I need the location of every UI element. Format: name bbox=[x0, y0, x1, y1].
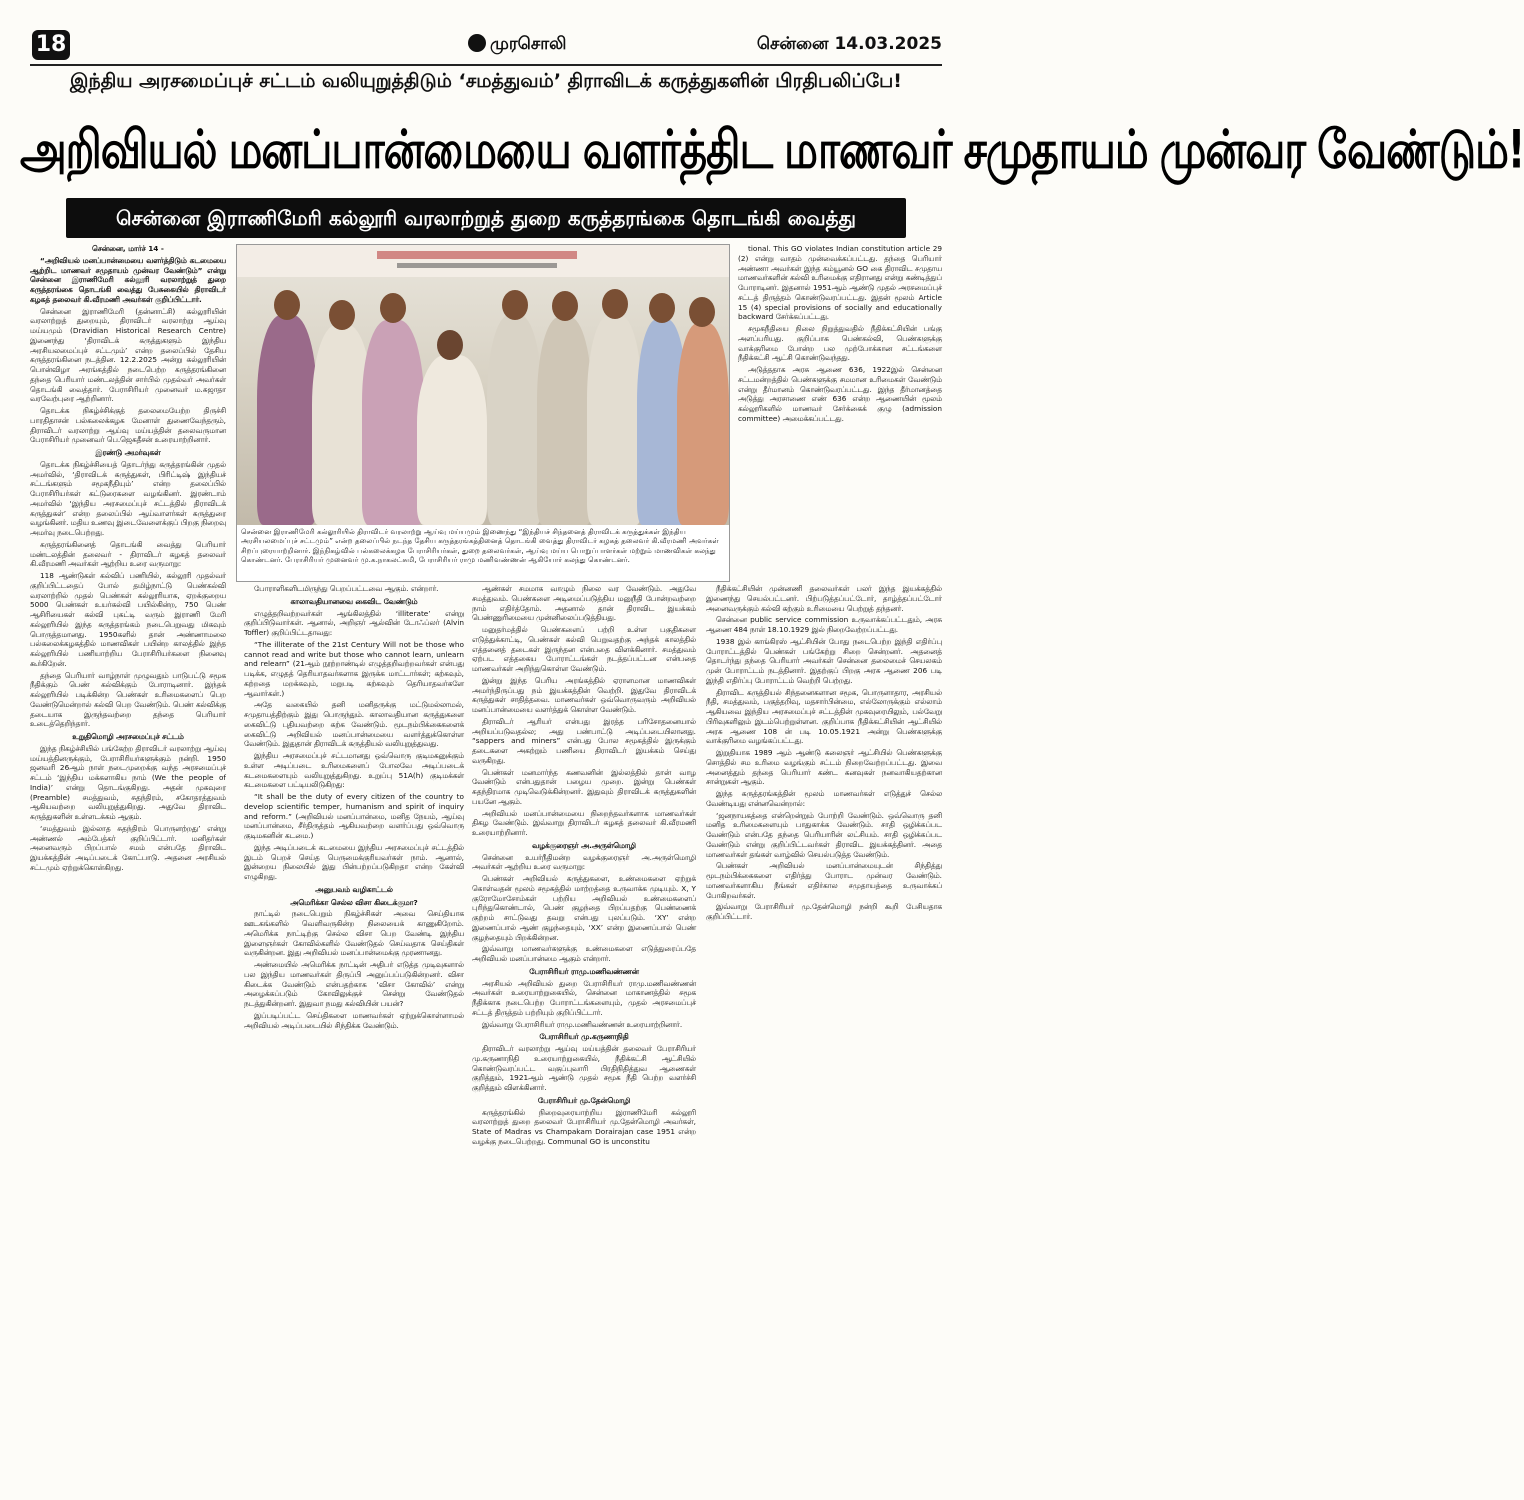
paragraph: பெண்கள் மனமார்ந்த கணவனின் இல்லத்தில் தான் வாழ வேண்டும் என்பதுதான் பழைய முறை. இன்று பெண்கள் சுதந்திரமாக முடிவெடுக்கின்றனர். இதுவும் திராவிடக் கருத்துகளின் பயனே ஆகும். bbox=[472, 767, 696, 806]
person-6-head bbox=[552, 291, 578, 321]
paragraph: போராளிகளிடமிருந்து பெறப்பட்டவை ஆகும். என்றார். bbox=[254, 584, 439, 593]
paragraph: அடுத்ததாக அரசு ஆணை 636, 1922இல் சென்னை சட்டமன்றத்தில் பெண்களுக்கு சமமான உரிமைகள் வேண்டும் என்று தீர்மானம் கொண்டுவரப்பட்டது. இந்த தீர்மானத்தை அடுத்து அரசாணை எண் 636 என்ற ஆணையின் மூலம் கல்லூரிகளில் மாணவர் சேர்க்கைக் குழு (admission committee) அமைக்கப்பட்டது. bbox=[738, 365, 942, 423]
paragraph: சமூகநீதியை நிலை நிறுத்துவதில் நீதிக்கட்சியின் பங்கு அளப்பரியது. குறிப்பாக பெண்கல்வி, பெண்களுக்கு வாக்குரிமை போன்ற பல முற்போக்கான சட்டங்களை நீதிக்கட்சி ஆட்சி கொண்டுவந்தது. bbox=[738, 324, 942, 363]
person-3 bbox=[362, 320, 424, 525]
column-3 bbox=[472, 584, 696, 1474]
intro-paragraph: “அறிவியல் மனப்பான்மையை வளர்த்திடும் கடமையை ஆற்றிட மாணவர் சமுதாயம் முன்வர வேண்டும்” என்று சென்னை இராணிமேரி கல்லூரி வரலாற்றுத் துறை கருத்தரங்கை தொடங்கி வைத்து பேசுகையில் திராவிடர் கழகத் தலைவர் கி.வீரமணி அவர்கள் குறிப்பிட்டார். bbox=[30, 255, 226, 304]
paragraph: இறுதியாக 1989 ஆம் ஆண்டு கலைஞர் ஆட்சியில் பெண்களுக்கு சொத்தில் சம உரிமை வழங்கும் சட்டம் நிறைவேற்றப்பட்டது. இவை அனைத்தும் தந்தை பெரியார் கண்ட கனவுகள் நனவாகியதற்கான சான்றுகள் ஆகும். bbox=[706, 748, 942, 787]
person-5 bbox=[487, 315, 542, 525]
page-header bbox=[30, 28, 942, 66]
paragraph: இப்படிப்பட்ட செய்திகளை மாணவர்கள் ஏற்றுக்கொள்ளாமல் அறிவியல் அடிப்படையில் சிந்திக்க வேண்டும். bbox=[244, 1010, 464, 1030]
page-number: 18 bbox=[32, 30, 70, 60]
paragraph: கருத்தரங்கில் நிறைவுரையாற்றிய இராணிமேரி கல்லூரி வரலாற்றுத் துறை தலைவர் பேராசிரியர் மு.தேன்மொழி அவர்கள், State of Madras vs Champakam Dorairajan case 1951 என்ற வழக்கு நடைபெற்றது. Communal GO is unconstitu bbox=[472, 1107, 696, 1146]
kicker-headline: இந்திய அரசமைப்புச் சட்டம் வலியுறுத்திடும் ‘சமத்துவம்’ திராவிடக் கருத்துகளின் பிரதிபலிப்பே! bbox=[70, 70, 902, 92]
subheading: அமெரிக்கா செல்ல விசா கிடைக்குமா? bbox=[290, 897, 418, 907]
lead-dateline: சென்னை, மார்ச் 14 - bbox=[92, 244, 164, 253]
paragraph: அரசியல் அறிவியல் துறை பேராசிரியர் ராமு.மணிவண்ணன் அவர்கள் உரையாற்றுகையில், சென்னை மாகாணத்தில் சமூக நீதிக்காக நடைபெற்ற போராட்டங்களையும், முதல் அரசமைப்புச் சட்டத் திருத்தம் பற்றியும் குறிப்பிட்டார். bbox=[472, 978, 696, 1017]
paragraph: நாட்டில் நடைபெறும் நிகழ்ச்சிகள் அவை செய்தியாக ஊடகங்களில் வெளிவருகின்ற நிலையைக் காணுகிறோம். அமெரிக்க நாட்டிற்கு செல்ல விசா பெற வேண்டி இந்திய இளைஞர்கள் கோவில்களில் வேண்டுதல் செய்வதாக செய்திகள் வருகின்றன. இது அறிவியல் மனப்பான்மைக்கு முரணானது. bbox=[244, 909, 464, 958]
paragraph: tional. This GO violates Indian constitution article 29 (2) என்று வாதம் முன்வைக்கப்பட்டது. தந்தை பெரியார் அண்ணா அவர்கள் இந்த கம்யூனல் GO கை திராவிட சமுதாய மாணவர்களின் கல்வி உரிமைக்கு எதிரானது என்று கண்டித்துப் போராடினர். இதனால் 1951ஆம் ஆண்டு முதல் அரசமைப்புச் சட்டத் திருத்தம் கொண்டுவரப்பட்டது. இதன் மூலம் Article 15 (4) special provisions of socially and educationally backward சேர்க்கப்பட்டது. bbox=[738, 244, 942, 322]
quote: “The illiterate of the 21st Century Will not be those who cannot read and write but those who cannot learn, unlearn and relearn” (21ஆம் நூற்றாண்டில் எழுத்தறிவற்றவர்கள் என்பது படிக்க, எழுதத் தெரியாதவர்களாக இருக்க மாட்டார்கள்; கற்கவும், கற்றதை மறக்கவும், மறுபடி கற்கவும் தெரியாதவர்களே ஆவார்கள்.) bbox=[244, 639, 464, 698]
person-1-head bbox=[274, 290, 300, 320]
subheading: காலாவதியானவை கைவிட வேண்டும் bbox=[290, 596, 418, 606]
subheading: உறுதிமொழி அரசமைப்புச் சட்டம் bbox=[72, 732, 184, 741]
paragraph: தொடக்க நிகழ்ச்சியைத் தொடர்ந்து கருத்தரங்கின் முதல் அமர்வில், ‘திராவிடக் கருத்துகள், பிரிட்டிஷ் இந்தியச் சட்டங்களும் சமூகநீதியும்’ என்ற தலைப்பில் பேராசிரியர்கள் கட்டுரைகளை வழங்கினர். இரண்டாம் அமர்வில் ‘இந்திய அரசமைப்புச் சட்டத்தில் திராவிடக் கருத்துகள்’ என்ற தலைப்பில் ஆய்வாளர்கள் கருத்துரை வழங்கினர். மதிய உணவு இடைவேளைக்குப் பிறகு நிறைவு அமர்வு நடைபெற்றது. bbox=[30, 459, 226, 537]
column-2 bbox=[244, 584, 464, 1474]
paragraph: இவ்வாறு பேராசிரியர் மு.தேன்மொழி நன்றி கூறி பேசியதாக குறிப்பிட்டார். bbox=[706, 902, 942, 921]
person-7-head bbox=[602, 289, 628, 319]
event-photo bbox=[236, 244, 730, 582]
person-5-head bbox=[502, 290, 528, 320]
person-2-head bbox=[329, 300, 355, 330]
paragraph: கருத்தரங்கினைத் தொடங்கி வைத்து பெரியார் மண்டலத்தின் தலைவர் - திராவிடர் கழகத் தலைவர் கி.வீரமணி அவர்கள் ஆற்றிய உரை வருமாறு: bbox=[30, 539, 226, 569]
person-8-head bbox=[649, 293, 675, 323]
paragraph: திராவிட கருத்தியல் சிந்தனைகளான சமூக, பொருளாதார, அரசியல் நீதி, சமத்துவம், பகுத்தறிவு, மதசார்பின்மை, எல்லோருக்கும் எல்லாம் ஆகியவை இந்திய அரசமைப்புச் சட்டத்தின் முகவுரையிலும், பல்வேறு பிரிவுகளிலும் இடம்பெற்றுள்ளன. குறிப்பாக நீதிக்கட்சியின் ஆட்சியில் அரசு ஆணை 108 ன் படி 10.05.1921 அன்று பெண்களுக்கு வாக்குரிமை வழங்கப்பட்டது. bbox=[706, 687, 942, 746]
paragraph: அதே வகையில் தனி மனிதருக்கு மட்டுமல்லாமல், சமுதாயத்திற்கும் இது பொருந்தும். காலாவதியான கருத்துகளை கைவிட்டு புதியவற்றை கற்க வேண்டும். மூடநம்பிக்கைகளைக் கைவிட்டு அறிவியல் மனப்பான்மையை வளர்த்துக்கொள்ள வேண்டும். இதுதான் திராவிடக் கருத்தியல் வலியுறுத்துவது. bbox=[244, 700, 464, 749]
paragraph: சென்னை உயர்நீதிமன்ற வழக்குரைஞர் அ.அருள்மொழி அவர்கள் ஆற்றிய உரை வருமாறு: bbox=[472, 852, 696, 872]
person-1 bbox=[257, 315, 317, 525]
paragraph: திராவிடர் வரலாற்று ஆய்வு மய்யத்தின் தலைவர் பேராசிரியர் மு.கருணாநிதி உரையாற்றுகையில், நீதிக்கட்சி ஆட்சியில் கொண்டுவரப்பட்ட வகுப்புவாரி பிரதிநிதித்துவ ஆணைகள் குறித்தும், 1921ஆம் ஆண்டு முதல் சமூக நீதி பெற்ற வளர்ச்சி குறித்தும் விளக்கினார். bbox=[472, 1044, 696, 1092]
paragraph: இவ்வாறு மாணவர்களுக்கு உண்மைகளை எடுத்துரைப்பதே அறிவியல் மனப்பான்மை ஆகும் என்றார். bbox=[472, 944, 696, 963]
paragraph: திராவிடர் ஆரியர் என்பது இரத்த பரிசோதனையால் அறியப்படுவதல்ல; அது பண்பாட்டு அடிப்படையிலானது. “sappers and miners” என்பது போல சமூகத்தில் இருக்கும் தடைகளை அகற்றும் பணியை திராவிடர் இயக்கம் செய்து வருகிறது. bbox=[472, 716, 696, 765]
column-4 bbox=[706, 584, 942, 1474]
person-4 bbox=[417, 355, 487, 525]
paragraph: பெண்கள் அறிவியல் கருத்துகளை, உண்மைகளை ஏற்றுக் கொள்வதன் மூலம் சமூகத்தில் மாற்றத்தை உருவாக்க முடியும். X, Y குரோமோசோம்கள் பற்றிய அறிவியல் உண்மைகளைப் புரிந்துகொண்டால், பெண் குழந்தை பிறப்பதற்கு பெண்ணைக் குற்றம் சாட்டுவது தவறு என்பது புலப்படும். ‘XY’ என்ற இணைப்பால் ஆண் குழந்தையும், ‘XX’ என்ற இணைப்பால் பெண் குழந்தையும் பிறக்கின்றன. bbox=[472, 874, 696, 942]
paragraph: மனுதர்மத்தில் பெண்களைப் பற்றி உள்ள பகுதிகளை எடுத்துக்காட்டி, பெண்கள் கல்வி பெறுவதற்கு அந்தக் காலத்தில் எத்தனைத் தடைகள் இருந்தன என்பதை விளக்கினார். சமத்துவம் ஏற்பட எத்தகைய போராட்டங்கள் நடத்தப்பட்டன என்பதை மாணவர்கள் அறிந்துகொள்ள வேண்டும். bbox=[472, 625, 696, 673]
dateline: சென்னை 14.03.2025 bbox=[756, 34, 942, 54]
paragraph: அறிவியல் மனப்பான்மையை நிறைந்தவர்களாக மாணவர்கள் திகழ வேண்டும். இவ்வாறு திராவிடர் கழகத் தலைவர் கி.வீரமணி உரையாற்றினார். bbox=[472, 808, 696, 837]
paragraph: ‘சமத்துவம் இல்லாத சுதந்திரம் பொருளற்றது’ என்று அண்ணல் அம்பேத்கர் குறிப்பிட்டார். மனிதர்கள் அனைவரும் பிறப்பால் சமம் என்பதே திராவிட இயக்கத்தின் அடிப்படைக் கோட்பாடு. அதனை அரசியல் சட்டமும் ஏற்றுக்கொள்கிறது. bbox=[30, 823, 226, 872]
main-headline: அறிவியல் மனப்பான்மையை வளர்த்திட மாணவர் சமுதாயம் முன்வர வேண்டும்! bbox=[20, 118, 1524, 180]
masthead-title: முரசொலி bbox=[490, 34, 567, 54]
subheading: பேராசிரியர் ராமு.மணிவண்ணன் bbox=[529, 966, 639, 976]
sub-headline: சென்னை இராணிமேரி கல்லூரி வரலாற்றுத் துறை கருத்தரங்கை தொடங்கி வைத்து bbox=[66, 198, 906, 238]
paragraph: எழுத்தறிவற்றவர்கள் ஆங்கிலத்தில் ‘illiterate’ என்று குறிப்பிடுவார்கள். ஆனால், அறிஞர் ஆல்வின் டோஃப்லர் (Alvin Toffler) குறிப்பிட்டதாவது: bbox=[244, 608, 464, 637]
person-6 bbox=[537, 317, 592, 525]
paragraph: தந்தை பெரியார் வாழ்நாள் முழுவதும் பாடுபட்டு சமூக நீதிக்கும் பெண் கல்விக்கும் போராடினார். இந்தக் கல்லூரியில் படிக்கின்ற பெண்கள் உரிமைகளைப் பெற வேண்டுமென்றால் கல்வி பெற வேண்டும். பெண் கல்விக்கு தடையாக இருந்தவற்றை தந்தை பெரியார் உடைத்தெறிந்தார். bbox=[30, 670, 226, 729]
person-3-head bbox=[380, 293, 406, 323]
paragraph: இந்த கருத்தரங்கத்தின் மூலம் மாணவர்கள் எடுத்துச் செல்ல வேண்டியது என்னவென்றால்: bbox=[706, 789, 942, 808]
paragraph: சென்னை public service commission உருவாக்கப்பட்டதும், அரசு ஆணை 484 நாள் 18.10.1929 இல் நிறைவேற்றப்பட்டது. bbox=[706, 615, 942, 634]
column-4-top bbox=[738, 244, 942, 580]
subheading: இரண்டு அமர்வுகள் bbox=[95, 448, 161, 457]
paragraph: இந்திய அரசமைப்புச் சட்டமானது ஒவ்வொரு குடிமகனுக்கும் உள்ள அடிப்படை உரிமைகளைப் போலவே அடிப்படைக் கடமைகளையும் வலியுறுத்துகிறது. உறுப்பு 51A(h) குடிமக்கள் கடமைகளை பட்டியலிடுகிறது: bbox=[244, 751, 464, 790]
paragraph: இந்த நிகழ்ச்சியில் பங்கேற்ற திராவிடர் வரலாற்று ஆய்வு மய்யத்தினருக்கும், பேராசிரியர்களுக்கும் நன்றி. 1950 ஜனவரி 26ஆம் நாள் நடைமுறைக்கு வந்த அரசமைப்புச் சட்டம் ‘இந்திய மக்களாகிய நாம் (We the people of India)’ என்று தொடங்குகிறது. அதன் முகவுரை (Preamble) சமத்துவம், சுதந்திரம், சகோதரத்துவம் ஆகியவற்றை வலியுறுத்துகிறது. அதுவே திராவிட கருத்துகளின் உள்ளடக்கம் ஆகும். bbox=[30, 743, 226, 821]
column-1 bbox=[30, 244, 226, 1474]
person-4-head bbox=[437, 330, 463, 360]
subheading: பேராசிரியர் மு.தேன்மொழி bbox=[537, 1095, 631, 1105]
person-9 bbox=[677, 323, 729, 525]
masthead bbox=[468, 34, 567, 56]
paragraph: ஆண்கள் சமமாக வாழும் நிலை வர வேண்டும். அதுவே சமத்துவம். பெண்களை அடிமைப்படுத்திய மனுநீதி போன்றவற்றை நாம் எதிர்த்தோம். அதனால் தான் திராவிட இயக்கம் பெண்ணுரிமையை முன்னிலைப்படுத்தியது. bbox=[472, 584, 696, 623]
photo-caption: சென்னை இராணிமேரி கல்லூரியில் திராவிடர் வரலாற்று ஆய்வு மய்யமும் இணைந்து “இந்தியச் சிந்தனைத் திராவிடக் கருத்துக்கள் இந்திய அரசியலமைப்புச் சட்டமும்” என்ற தலைப்பில் நடந்த தேசிய கருத்தரங்கத்தினைத் தொடங்கி வைத்து திராவிடர் கழகத் தலைவர் கி.வீரமணி அவர்கள் சிறப்புரையாற்றினார். இந்நிகழ்வில் பல்கலைக்கழக பேராசிரியர்கள், துறை தலைவர்கள், ஆய்வு மய்ய பொறுப்பாளர்கள் மற்றும் மாணவிகள் கலந்து கொண்டனர். பேராசிரியர் முனைவர் மு.க.நாகலட்சுமி, பேராசிரியர் ராமு மணிவண்ணன் ஆகியோர் கலந்து கொண்டனர். bbox=[237, 525, 729, 581]
person-7 bbox=[587, 315, 642, 525]
subheading: அனுபவம் வழிகாட்டல் bbox=[315, 884, 393, 894]
person-9-head bbox=[689, 297, 715, 327]
banner-stripe-2 bbox=[397, 263, 557, 268]
paragraph: நீதிக்கட்சியின் முன்னணி தலைவர்கள் பலர் இந்த இயக்கத்தில் இணைந்து செயல்பட்டனர். பிற்படுத்தப்பட்டோர், தாழ்த்தப்பட்டோர் அனைவருக்கும் கல்வி கற்கும் உரிமையை பெற்றுத் தந்தனர். bbox=[706, 584, 942, 613]
banner-stripe bbox=[377, 251, 577, 259]
paragraph: இந்த அடிப்படைக் கடமையை இந்திய அரசமைப்புச் சட்டத்தில் இடம் பெறச் செய்த பெருமைக்குரியவர்கள் நாம். ஆனால், இன்றைய நிலையில் இது பின்பற்றப்படுகிறதா என்ற கேள்வி எழுகிறது. bbox=[244, 842, 464, 881]
subheading: வழக்குரைஞர் அ.அருள்மொழி bbox=[532, 840, 636, 850]
paragraph: 1938 இல் காங்கிரஸ் ஆட்சியின் போது நடைபெற்ற இந்தி எதிர்ப்பு போராட்டத்தில் பெண்கள் பங்கேற்று சிறை சென்றனர். அதனைத் தொடர்ந்து தந்தை பெரியார் அவர்கள் சென்னை தலைமைச் செயலகம் முன் போராட்டம் நடத்தினார். இதற்குப் பிறகு அரசு ஆணை 206 படி இந்தி எதிர்ப்பு போராட்டம் வெற்றி பெற்றது. bbox=[706, 636, 942, 685]
paragraph: ‘ஜனநாயகத்தை என்றென்றும் போற்றி வேண்டும். ஒவ்வொரு தனி மனித உரிமைகளையும் பாதுகாக்க வேண்டும். சாதி ஒழிக்கப்பட வேண்டும் என்பதே தந்தை பெரியாரின் லட்சியம். சாதி ஒழிக்கப்பட வேண்டும் என்று குறிப்பிட்டவர்கள் திராவிட இயக்கத்தினர். அதை மாணவர்கள் தங்கள் வாழ்வில் செயல்படுத்த வேண்டும். bbox=[706, 810, 942, 859]
paragraph: தொடக்க நிகழ்ச்சிக்குத் தலைமையேற்ற திருச்சி பாரதிதாசன் பல்கலைக்கழக மேனாள் துணைவேந்தரும், திராவிடர் வரலாற்று ஆய்வு மய்யத்தின் தலைவருமான பேராசிரியர் முனைவர் பெ.ஜெகதீசன் உரையாற்றினார். bbox=[30, 406, 226, 445]
photo-banner bbox=[237, 245, 729, 277]
paragraph: 118 ஆண்டுகள் கல்விப் பணியில், கல்லூரி முதல்வர் குறிப்பிட்டதைப் போல் தமிழ்நாட்டு பெண்கல்வி வரலாற்றில் முதல் பெண்கள் கல்லூரியாக, ஏறக்குறைய 5000 பெண்கள் உயர்கல்வி பயில்கின்ற, 750 பெண் ஆசிரியைகள் கல்வி புகட்டி வரும் இராணி மேரி கல்லூரியில் இந்த கருத்தரங்கம் நடைபெறுவது மிகவும் பொருத்தமானது. 1950களில் தான் அண்ணாமலை பல்கலைக்கழகத்தில் மாணவிகள் பயின்ற காலத்தில் இந்த கல்லூரியில் பணியாற்றிய பேராசிரியர்களை நினைவு கூர்கிறேன். bbox=[30, 571, 226, 668]
paragraph: பெண்கள் அறிவியல் மனப்பான்மையுடன் சிந்தித்து மூடநம்பிக்கைகளை எதிர்த்து போராட முன்வர வேண்டும். மாணவர்களாகிய நீங்கள் எதிர்கால சமுதாயத்தை உருவாக்கப் போகிறவர்கள். bbox=[706, 861, 942, 900]
masthead-logo-icon bbox=[468, 34, 486, 52]
subheading: பேராசிரியர் மு.கருணாநிதி bbox=[539, 1032, 629, 1042]
paragraph: இவ்வாறு பேராசிரியர் ராமு.மணிவண்ணன் உரையாற்றினார். bbox=[482, 1019, 683, 1029]
paragraph: சென்னை இராணிமேரி (தன்னாட்சி) கல்லூரியின் வரலாற்றுத் துறையும், திராவிடர் வரலாற்று ஆய்வு மய்யமும் (Dravidian Historical Research Centre) இணைந்து ‘திராவிடக் கருத்துகளும் இந்திய அரசியலமைப்புச் சட்டமும்’ என்ற தலைப்பில் தேசிய கருத்தரங்கினை நடத்தின. 12.2.2025 அன்று கல்லூரியின் பொன்விழா அரங்கத்தில் நடைபெற்ற கருத்தரங்கினை தந்தை பெரியார் மண்டலத்தின் சார்பில் முதல்வர் அவர்கள் தொடங்கி வைத்தார். பேராசிரியர் முனைவர் ம.சுஜாதா வரவேற்புரை ஆற்றினார். bbox=[30, 306, 226, 404]
quote: “It shall be the duty of every citizen of the country to develop scientific temper, humanism and spirit of inquiry and reform.” (அறிவியல் மனப்பான்மை, மனித நேயம், ஆய்வு மனப்பான்மை, சீர்திருத்தம் ஆகியவற்றை வளர்ப்பது ஒவ்வொரு குடிமகனின் கடமை.) bbox=[244, 792, 464, 840]
paragraph: இன்று இந்த பெரிய அரங்கத்தில் ஏராளமான மாணவிகள் அமர்ந்திருப்பது நம் இயக்கத்தின் வெற்றி. இதுவே திராவிடக் கருத்துகள் சாதித்தவை. மாணவர்கள் ஒவ்வொருவரும் அறிவியல் மனப்பான்மையை வளர்த்துக் கொள்ள வேண்டும். bbox=[472, 675, 696, 714]
paragraph: அண்மையில் அமெரிக்க நாட்டின் அதிபர் எடுத்த முடிவுகளால் பல இந்திய மாணவர்கள் திருப்பி அனுப்பப்படுகின்றனர். விசா கிடைக்க வேண்டும் என்பதற்காக ‘விசா கோவில்’ என்று அழைக்கப்படும் கோவிலுக்குச் சென்று வேண்டுதல் நடத்துகின்றனர். இதுவா நமது கல்வியின் பயன்? bbox=[244, 960, 464, 1008]
